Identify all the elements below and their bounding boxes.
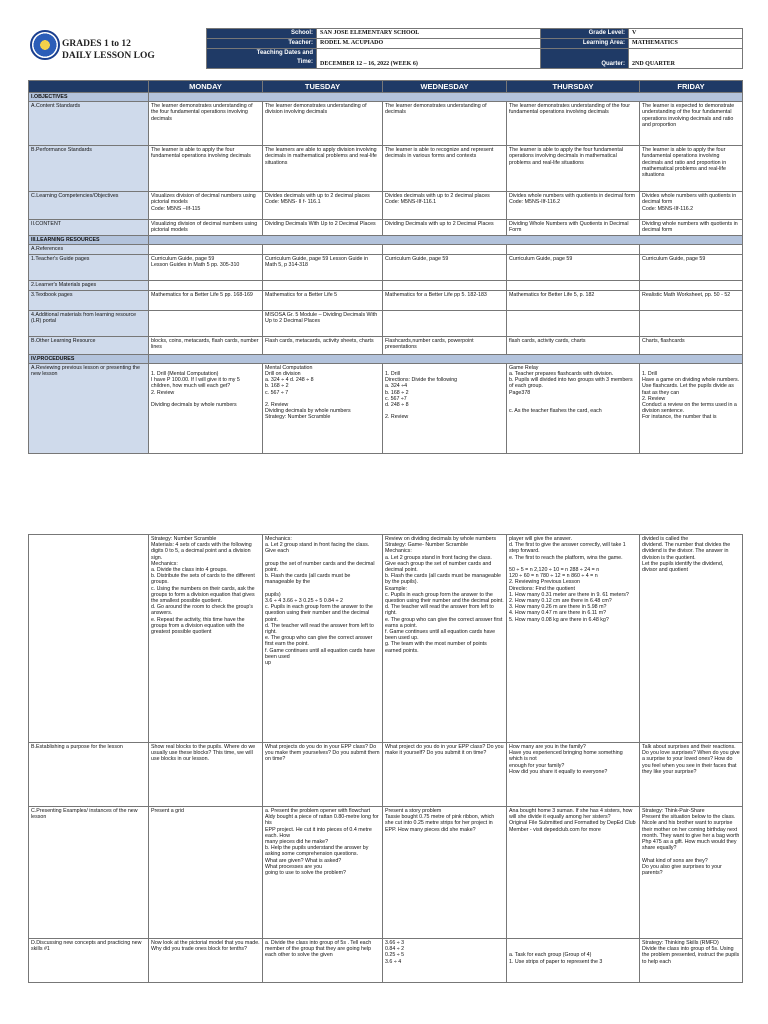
day-cell: divided is called the dividend. The number that divides the dividend is the divisor. The answer in division is the quotient. Let the pupils identify the dividend, divisor and quotient — [640, 535, 743, 743]
day-cell — [507, 245, 640, 254]
row-label: IV.PROCEDURES — [29, 354, 149, 363]
day-cell: Mathematics for a Better Life 5 — [263, 290, 383, 310]
table-row — [29, 220, 743, 236]
day-cell: Divides decimals with up to 2 decimal places Code: M5NS-IIf-116.1 — [383, 192, 507, 220]
teacher-label: Teacher: — [207, 39, 317, 49]
day-cell: Review on dividing decimals by whole numbers Strategy: Game- Number Scramble Mechanics: a. Let 2 groups stand in front facing the class. Give each group the set of number cards and decimal point. b. Flash the cards (all cards must be manageable by the pupils). Example: c. Pupils in each group form the answer to the question using their number and the decimal point. d. The teacher will read the answer from left to right. e. The group who can give the correct answer first earns a point. f. Game continues until all equation cards have been used up. g. The team with the most number of points earned points. — [383, 535, 507, 743]
day-cell: Curriculum Guide, page 59 — [640, 254, 743, 280]
day-cell: Game Relay a. Teacher prepares flashcards with division. b. Pupils will divided into two groups with 3 members of each group. Page378 c. As the teacher flashes the card, each — [507, 363, 640, 453]
quarter-value: 2ND QUARTER — [629, 49, 743, 69]
grade-label: Grade Level: — [541, 29, 629, 39]
day-cell: Mathematics for Better Life 5, p. 182 — [507, 290, 640, 310]
row-label: C.Presenting Examples/ instances of the new lesson — [29, 807, 149, 939]
day-cell: The learner demonstrates understanding of the four fundamental operations involving decimals — [507, 102, 640, 146]
table-row — [29, 535, 743, 743]
row-label: 3.Textbook pages — [29, 290, 149, 310]
day-cell — [640, 245, 743, 254]
row-label: B.Performance Standards — [29, 146, 149, 192]
day-header: TUESDAY — [263, 81, 383, 93]
section-fill — [149, 236, 743, 245]
day-cell — [263, 245, 383, 254]
day-cell — [507, 280, 640, 290]
quarter-label: Quarter: — [541, 49, 629, 69]
table-row — [29, 363, 743, 453]
day-cell: Strategy: Think-Pair-Share Present the situation below to the class. Nicole and his brother want to surprise their mother on her coming birthday next month. They want to give her a bag worth Php 475 as a gift. How much would they share equally? What kind of sons are they? Do you also give surprises to your parents? — [640, 807, 743, 939]
day-cell — [149, 280, 263, 290]
corner-cell — [29, 81, 149, 93]
day-cell: The learner demonstrates understanding of division involving decimals — [263, 102, 383, 146]
day-cell: Present a story problem Tassie bought 0.75 metre of pink ribbon, which she cut into 0.25 metre strips for her project in EPP. How many pieces did she make? — [383, 807, 507, 939]
day-cell: Strategy: Number Scramble Materials: 4 sets of cards with the following digits 0 to 5, a decimal point and a division sign. Mechanics: a. Divide the class into 4 groups. b. Distribute the sets of cards to the different groups. c. Using the numbers on their cards, ask the groups to form a division equation that gives the smallest possible quotient. d. Go around the room to check the group's answers. e. Repeat the activity, this time have the groups from a division equation with the greatest possible quotient — [149, 535, 263, 743]
grade-value: V — [629, 29, 743, 39]
day-cell: Curriculum Guide, page 59 — [507, 254, 640, 280]
row-label: 2.Learner's Materials pages — [29, 280, 149, 290]
day-cell: The learner is able to apply the four fundamental operations involving decimals — [149, 146, 263, 192]
day-header: FRIDAY — [640, 81, 743, 93]
row-label: C.Learning Competencies/Objectives — [29, 192, 149, 220]
table-row — [29, 310, 743, 336]
day-cell: The learner demonstrates understanding of decimals — [383, 102, 507, 146]
day-cell: MISOSA Gr. 5 Module – Dividing Decimals With Up to 2 Decimal Places — [263, 310, 383, 336]
day-cell: The learners are able to apply division involving decimals in mathematical problems and real-life situations — [263, 146, 383, 192]
row-label: III.LEARNING RESOURCES — [29, 236, 149, 245]
table-row — [29, 290, 743, 310]
day-cell — [507, 310, 640, 336]
day-cell: Curriculum Guide, page 59 Lesson Guides in Math 5 pp. 305-310 — [149, 254, 263, 280]
row-label — [29, 535, 149, 743]
table-body — [29, 93, 743, 454]
day-header: MONDAY — [149, 81, 263, 93]
area-value: MATHEMATICS — [629, 39, 743, 49]
log-title-line: GRADES 1 to 12 — [62, 39, 131, 49]
day-cell — [640, 280, 743, 290]
row-label: B.Establishing a purpose for the lesson — [29, 743, 149, 807]
row-label: 1.Teacher's Guide pages — [29, 254, 149, 280]
day-cell: The learner is expected to demonstrate understanding of the four fundamental operations involving decimals and ratio and proportion — [640, 102, 743, 146]
row-label: D.Discussing new concepts and practicing new skills #1 — [29, 939, 149, 983]
table-row — [29, 254, 743, 280]
day-cell: Now look at the pictorial model that you made. Why did you trade ones block for tenths? — [149, 939, 263, 983]
day-cell — [383, 280, 507, 290]
table-row — [29, 336, 743, 354]
day-cell: blocks, coins, metacards, flash cards, number lines — [149, 336, 263, 354]
table-row — [29, 354, 743, 363]
day-cell: Flash cards, metacards, activity sheets, charts — [263, 336, 383, 354]
day-cell: flash cards, activity cards, charts — [507, 336, 640, 354]
day-cell: Show real blocks to the pupils. Where do we usually use these blocks? This time, we will use blocks in our lesson. — [149, 743, 263, 807]
day-cell — [383, 310, 507, 336]
day-cell: 1. Drill (Mental Computation) I have P 100.00. If I will give it to my 5 children, how much will each get? 2. Review Dividing decimals by whole numbers — [149, 363, 263, 453]
day-cell: a. Divide the class into group of 5s . Tell each member of the group that they are going help each other to solve the given — [263, 939, 383, 983]
day-cell: 1. Drill Directions: Divide the following a. 324 ÷4 b. 168 ÷ 2 c. 567 ÷7 d. 248 ÷ 8 2. Review — [383, 363, 507, 453]
school-value: SAN JOSE ELEMENTARY SCHOOL — [317, 29, 541, 39]
table-row — [29, 146, 743, 192]
school-label: School: — [207, 29, 317, 39]
row-label: B.Other Learning Resource — [29, 336, 149, 354]
table-row — [29, 192, 743, 220]
day-cell: Ana bought home 3 suman. If she has 4 sisters, how will she divide it equally among her sisters? Original File Submitted and Formatted by DepEd Club Member - visit depedclub.com for more — [507, 807, 640, 939]
deped-seal-icon — [30, 30, 60, 60]
day-cell: Dividing Decimals with up to 2 Decimal Places — [383, 220, 507, 236]
section-fill — [149, 93, 743, 102]
day-cell — [149, 310, 263, 336]
page-2 — [0, 486, 768, 1024]
day-cell: Dividing Whole Numbers with Quotients in Decimal Form — [507, 220, 640, 236]
day-cell: Mathematics for a Better Life pp 5. 182-183 — [383, 290, 507, 310]
day-cell: How many are you in the family? Have you experienced bringing home something which is not enough for your family? How did you share it equally to everyone? — [507, 743, 640, 807]
row-label: A.Reviewing previous lesson or presenting the new lesson — [29, 363, 149, 453]
area-label: Learning Area: — [541, 39, 629, 49]
day-cell: a. Present the problem opener with flowchart Aldy bought a piece of rattan 0.80-metre long for his EPP project. He cut it into pieces of 0.4 metre each. How many pieces did he make? b. Help the pupils understand the answer by asking some comprehension questions. What are given? What is asked? What processes are you going to use to solve the problem? — [263, 807, 383, 939]
day-cell: 3.66 ÷ 3 0.84 ÷ 2 0.25 ÷ 5 3.6 ÷ 4 — [383, 939, 507, 983]
day-cell: Divides decimals with up to 2 decimal places Code: M5NS- II f- 116.1 — [263, 192, 383, 220]
day-cell — [263, 280, 383, 290]
day-cell: Flashcards,number cards, powerpoint presentations — [383, 336, 507, 354]
header-table — [206, 28, 743, 69]
table-row — [29, 93, 743, 102]
day-cell: Divides whole numbers with quotients in decimal form Code: M5NS-IIf-116.2 — [640, 192, 743, 220]
dates-value: DECEMBER 12 – 16, 2022 (WEEK 6) — [317, 49, 541, 69]
row-label: II.CONTENT — [29, 220, 149, 236]
table-body — [29, 535, 743, 983]
lesson-table-page-2 — [28, 534, 743, 983]
lesson-table-page-1 — [28, 80, 743, 454]
day-cell: Mechanics: a. Let 2 group stand in front facing the class. Give each group the set of number cards and the decimal point. b. Flash the cards (all cards must be manageable by the pupils) 3.6 ÷ 4 3.66 ÷ 3 0.25 ÷ 5 0.84 ÷ 2 c. Pupils in each group form the answer to the question using their number and the decimal point. d. The teacher will read the answer from left to right. e. The group who can give the correct answer first earn the point. f. Game continues until all equation cards have been used up — [263, 535, 383, 743]
table-row — [29, 280, 743, 290]
log-title — [62, 38, 155, 62]
day-cell: Mathematics for a Better Life 5 pp. 168-169 — [149, 290, 263, 310]
day-cell: Curriculum Guide, page 59 — [383, 254, 507, 280]
day-cell: player will give the answer. d. The first to give the answer correctly, will take 1 step forward. e. The first to reach the platform, wins the game. 50 ÷ 5 = n 2,120 ÷ 10 = n 288 ÷ 24 = n 120 ÷ 60 = n 780 ÷ 12 = n 860 ÷ 4 = n 2. Reviewing Previous Lesson Directions: Find the quotient 1. How many 0.31 meter are there in 9. 61 meters? 2. How many 0.12 cm are there in 6.48 cm? 3. How many 0.26 m are there in 5.98 m? 4. How many 0.47 m are there in 6.11 m? 5. How many 0.08 kg are there in 6.48 kg? — [507, 535, 640, 743]
teacher-value: RODEL M. ACUPIADO — [317, 39, 541, 49]
dates-label: Teaching Dates and Time: — [207, 49, 317, 69]
day-cell — [149, 245, 263, 254]
log-title-line: DAILY LESSON LOG — [62, 51, 155, 61]
day-cell: a. Task for each group (Group of 4) 1. Use strips of paper to represent the 3 — [507, 939, 640, 983]
day-cell: Present a grid — [149, 807, 263, 939]
row-label: 4.Additional materials from learning resource (LR) portal — [29, 310, 149, 336]
day-cell: The learner is able to apply the four fundamental operations involving decimals in mathematical problems and real-life situations — [507, 146, 640, 192]
day-cell: What projects do you do in your EPP class? Do you make them yourselves? Do you submit them on time? — [263, 743, 383, 807]
day-cell: Dividing whole numbers with quotients in decimal form — [640, 220, 743, 236]
table-row — [29, 807, 743, 939]
day-cell: Visualizing division of decimal numbers using pictorial models — [149, 220, 263, 236]
day-cell: Realistic Math Worksheet, pp. 50 - 52 — [640, 290, 743, 310]
day-cell: Visualizes division of decimal numbers using pictorial models Code: M5NS –IIf-115 — [149, 192, 263, 220]
day-cell: Dividing Decimals With Up to 2 Decimal Places — [263, 220, 383, 236]
table-row — [29, 236, 743, 245]
day-cell: Strategy: Thinking Skills (RMFD) Divide the class into group of 5s. Using the problem presented, instruct the pupils to help each — [640, 939, 743, 983]
row-label: I.OBJECTIVES — [29, 93, 149, 102]
table-row — [29, 939, 743, 983]
page-1 — [0, 0, 768, 486]
day-cell: The learner is able to recognize and represent decimals in various forms and contexts — [383, 146, 507, 192]
day-cell: Divides whole numbers with quotients in decimal form Code: M5NS-IIf-116.2 — [507, 192, 640, 220]
day-cell: Mental Computation Drill on division a. 324 ÷ 4 d. 248 ÷ 8 b. 168 ÷ 2 c. 567 ÷ 7 2. Review Dividing decimals by whole numbers Strategy: Number Scramble — [263, 363, 383, 453]
day-cell — [640, 310, 743, 336]
table-row — [29, 102, 743, 146]
table-row — [29, 743, 743, 807]
day-cell: The learner is able to apply the four fundamental operations involving decimals and ratio and proportion in mathematical problems and real-life situations — [640, 146, 743, 192]
section-fill — [149, 354, 743, 363]
day-cell: The learner demonstrates understanding of the four fundamental operations involving decimals — [149, 102, 263, 146]
day-cell: Talk about surprises and their reactions. Do you love surprises? When do you give a surprise to your loved ones? How do you feel when you see in their faces that they like your surprise? — [640, 743, 743, 807]
day-cell: What project do you do in your EPP class? Do you make it yourself? Do you submit it on time? — [383, 743, 507, 807]
day-cell — [383, 245, 507, 254]
day-header: THURSDAY — [507, 81, 640, 93]
table-row — [29, 245, 743, 254]
row-label: A.Content Standards — [29, 102, 149, 146]
day-cell: Curriculum Guide, page 59 Lesson Guide in Math 5, p 314-318 — [263, 254, 383, 280]
row-label: A.References — [29, 245, 149, 254]
day-cell: 1. Drill Have a game on dividing whole numbers. Use flashcards. Let the pupils divide as fast as they can 2. Review Conduct a review on the terms used in a division sentence. For instance, the number that is — [640, 363, 743, 453]
day-header: WEDNESDAY — [383, 81, 507, 93]
day-cell: Charts, flashcards — [640, 336, 743, 354]
